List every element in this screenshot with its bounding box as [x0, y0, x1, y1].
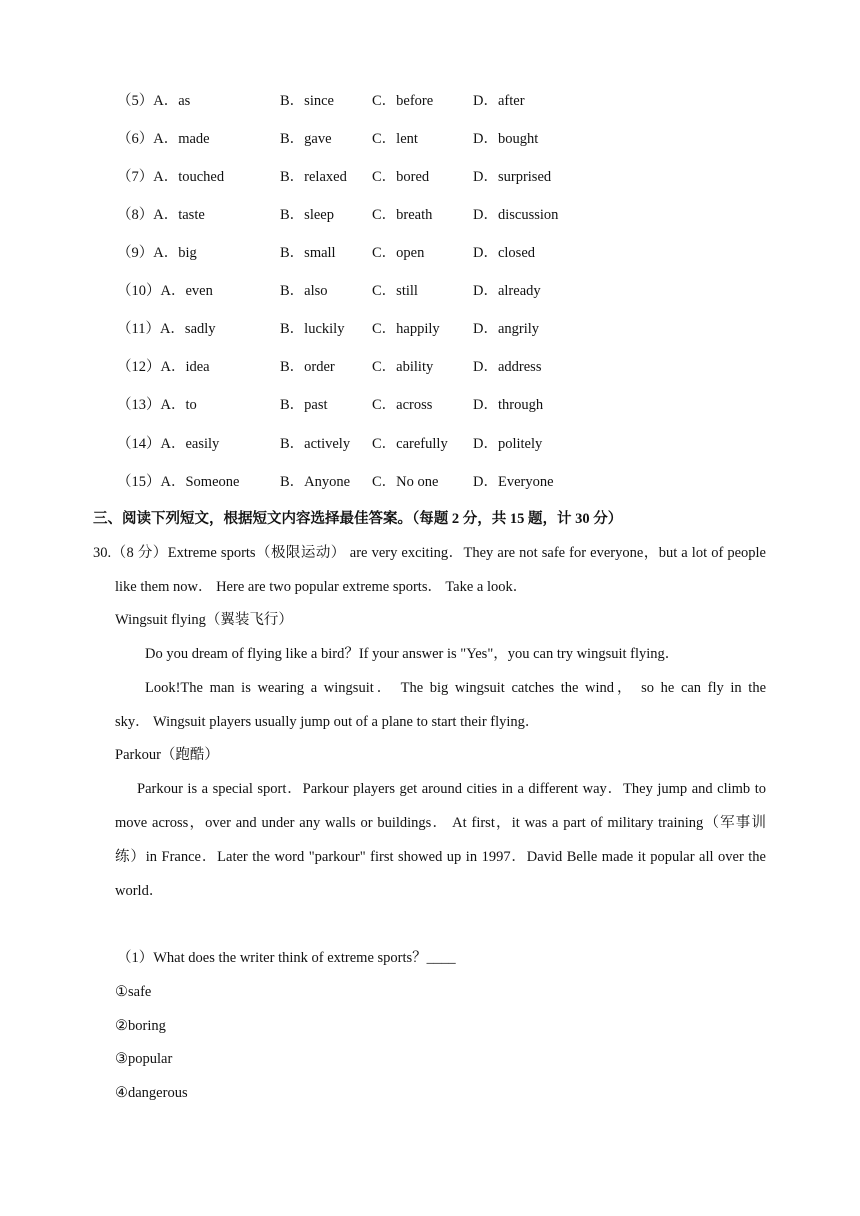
option-c: C．still — [372, 283, 418, 299]
answer-choice-4: ④dangerous — [115, 1085, 188, 1101]
option-a: （9）A．big — [117, 245, 197, 261]
parkour-line-1: Parkour is a special sport．Parkour players get around cities in a different way．They jump and climb to — [137, 781, 766, 797]
option-c: C．ability — [372, 359, 434, 375]
option-a: （7）A．touched — [117, 169, 225, 185]
option-a: （5）A．as — [117, 93, 191, 109]
option-d: D．surprised — [473, 169, 552, 185]
option-c: C．No one — [372, 474, 439, 490]
option-a: （10）A．even — [117, 283, 213, 299]
option-b: B．sleep — [280, 207, 334, 223]
option-a: （12）A．idea — [117, 359, 210, 375]
option-c: C．before — [372, 93, 434, 109]
option-d: D．address — [473, 359, 542, 375]
parkour-line-4: world． — [115, 883, 164, 899]
option-d: D．already — [473, 283, 541, 299]
option-c: C．carefully — [372, 436, 448, 452]
answer-choice-1: ①safe — [115, 984, 152, 1000]
option-c: C．lent — [372, 131, 418, 147]
passage-intro-line-1: 30.（8 分）Extreme sports（极限运动） are very exciting．They are not safe for everyone，but a lot of people — [93, 545, 766, 561]
option-b: B．since — [280, 93, 334, 109]
wingsuit-paragraph-1: Do you dream of flying like a bird？If your answer is "Yes"，you can try wingsuit flying． — [145, 646, 680, 662]
option-b: B．relaxed — [280, 169, 347, 185]
option-b: B．luckily — [280, 321, 345, 337]
option-a: （11）A．sadly — [117, 321, 216, 337]
option-a: （13）A．to — [117, 397, 197, 413]
option-d: D．angrily — [473, 321, 540, 337]
option-b: B．Anyone — [280, 474, 351, 490]
option-a: （8）A．taste — [117, 207, 205, 223]
option-a: （6）A．made — [117, 131, 210, 147]
option-c: C．across — [372, 397, 433, 413]
wingsuit-heading: Wingsuit flying（翼装飞行） — [115, 612, 293, 628]
option-b: B．gave — [280, 131, 332, 147]
option-c: C．happily — [372, 321, 440, 337]
option-b: B．order — [280, 359, 335, 375]
option-b: B．actively — [280, 436, 351, 452]
section-heading: 三、阅读下列短文，根据短文内容选择最佳答案。（每题 2 分，共 15 题，计 30 分） — [93, 511, 623, 527]
option-d: D．closed — [473, 245, 536, 261]
option-a: （14）A．easily — [117, 436, 220, 452]
option-d: D．Everyone — [473, 474, 554, 490]
option-c: C．open — [372, 245, 425, 261]
option-b: B．past — [280, 397, 328, 413]
option-b: B．also — [280, 283, 328, 299]
question-stem: （1）What does the writer think of extreme sports？____ — [117, 950, 456, 966]
option-b: B．small — [280, 245, 336, 261]
option-d: D．after — [473, 93, 525, 109]
answer-choice-2: ②boring — [115, 1018, 166, 1034]
option-d: D．bought — [473, 131, 539, 147]
option-a: （15）A．Someone — [117, 474, 240, 490]
answer-choice-3: ③popular — [115, 1051, 173, 1067]
wingsuit-paragraph-2-line-1: Look!The man is wearing a wingsuit． The big wingsuit catches the wind， so he can fly in the — [145, 680, 766, 696]
parkour-heading: Parkour（跑酷） — [115, 747, 219, 763]
option-c: C．breath — [372, 207, 433, 223]
passage-intro-line-2: like them now． Here are two popular extreme sports． Take a look． — [115, 579, 528, 595]
option-d: D．politely — [473, 436, 543, 452]
option-c: C．bored — [372, 169, 430, 185]
option-d: D．through — [473, 397, 544, 413]
parkour-line-3: 练）in France．Later the word "parkour" first showed up in 1997．David Belle made it popular all over the — [115, 849, 766, 865]
parkour-line-2: move across，over and under any walls or buildings． At first，it was a part of military training（军事训 — [115, 815, 766, 831]
option-d: D．discussion — [473, 207, 559, 223]
wingsuit-paragraph-2-line-2: sky． Wingsuit players usually jump out of a plane to start their flying． — [115, 714, 540, 730]
